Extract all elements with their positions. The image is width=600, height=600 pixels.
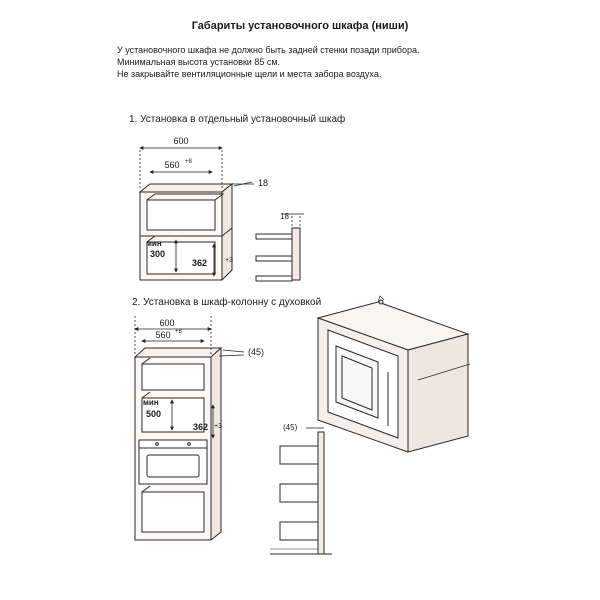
section-2-detail [270,428,332,554]
cabinet-1-drawing [140,184,232,280]
intro-line: У установочного шкафа не должно быть задней стенки позади прибора. [117,45,420,55]
intro-line: Не закрывайте вентиляционные щели и места забора воздуха. [117,69,382,79]
s1-min-label: мин [146,239,162,248]
section-1-detail [256,214,304,281]
section-2-heading: 2. Установка в шкаф-колонну с духовкой [132,297,322,308]
intro-line: Минимальная высота установки 85 см. [117,57,281,67]
s1-width-dim: 600 [173,136,189,146]
s2-side-dim: (45) [248,347,265,357]
s2-min-label: мин [143,398,159,407]
s2-width-dim: 600 [159,318,175,328]
s1-side-dim: 18 [258,178,269,188]
s2-height-dim: 362 [193,422,209,432]
s2-min-value: 500 [146,409,162,419]
cabinet-2-drawing [135,348,221,540]
section-1-heading: 1. Установка в отдельный установочный шкаф [129,114,346,125]
s2-detail-dim: (45) [283,423,298,432]
s1-height-tol: +3 [225,257,233,264]
page-title: Габариты установочного шкафа (ниши) [191,20,409,32]
s1-inner-width-dim: 560 [164,160,180,170]
s2-inner-width-tol: +8 [175,329,182,335]
s1-detail-dim: 18 [280,212,289,221]
built-in-microwave-view [318,296,470,452]
s1-height-dim: 362 [192,258,208,268]
s1-min-value: 300 [150,249,166,259]
s2-inner-width-dim: 560 [155,330,171,340]
s2-height-tol: +3 [214,423,222,430]
s1-inner-width-tol: +8 [185,159,192,165]
